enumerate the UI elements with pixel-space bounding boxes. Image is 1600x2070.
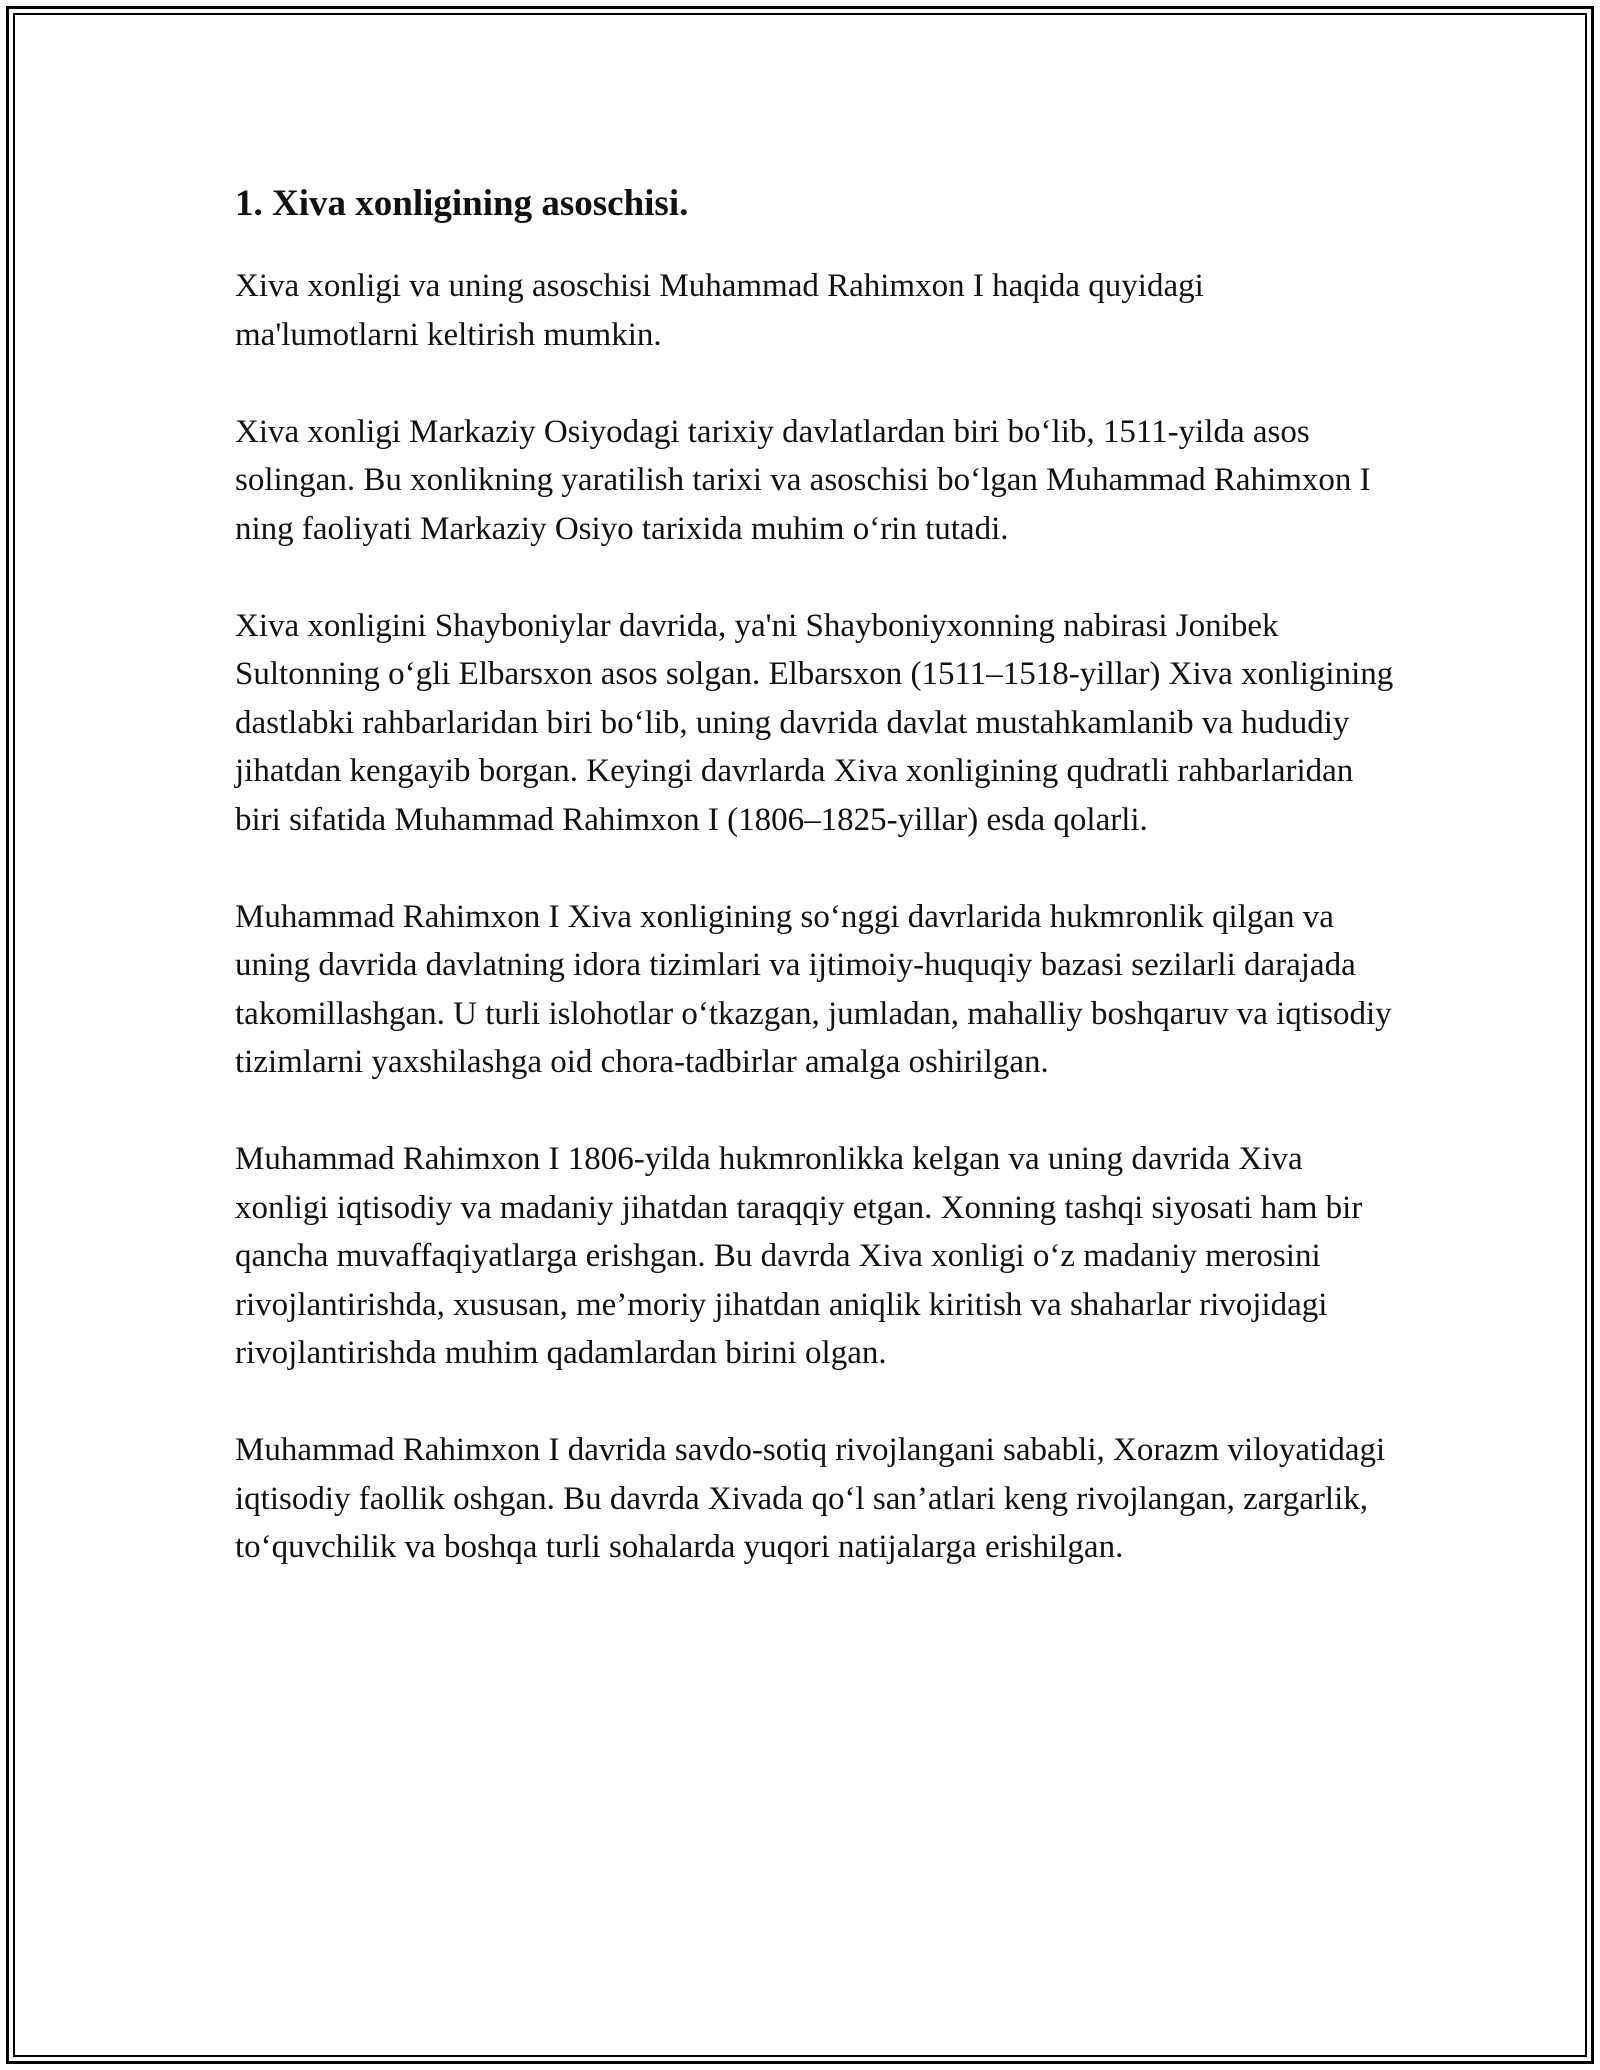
document-body bbox=[235, 180, 1395, 1620]
paragraph-trade: Muhammad Rahimxon I davrida savdo-sotiq rivojlangani sababli, Xorazm viloyatidagi iqtisodiy faollik oshgan. Bu davrda Xivada qo‘l san’atlari keng rivojlangan, zargarlik, to‘quvchilik va boshqa turli sohalarda yuqori natijalarga erishilgan. bbox=[235, 1432, 1386, 1566]
document-heading: 1. Xiva xonligining asoschisi. bbox=[235, 183, 689, 224]
paragraph-founding: Xiva xonligi Markaziy Osiyodagi tarixiy davlatlardan biri bo‘lib, 1511-yilda asos solingan. Bu xonlikning yaratilish tarixi va asoschisi bo‘lgan Muhammad Rahimxon I ning faoliyati Markaziy Osiyo tarixida muhim o‘rin tutadi. bbox=[235, 413, 1371, 547]
paragraph-intro: Xiva xonligi va uning asoschisi Muhammad Rahimxon I haqida quyidagi ma'lumotlarni keltirish mumkin. bbox=[235, 268, 1204, 353]
paragraph-shayboniylar: Xiva xonligini Shayboniylar davrida, ya'ni Shayboniyxonning nabirasi Jonibek Sultonning o‘gli Elbarsxon asos solgan. Elbarsxon (1511–1518-yillar) Xiva xonligining dastlabki rahbarlaridan biri bo‘lib, uning davrida davlat mustahkamlanib va hududiy jihatdan kengayib borgan. Keyingi davrlarda Xiva xonligining qudratli rahbarlaridan biri sifatida Muhammad Rahimxon I (1806–1825-yillar) esda qolarli. bbox=[235, 607, 1394, 838]
paragraph-reforms: Muhammad Rahimxon I Xiva xonligining so‘nggi davrlarida hukmronlik qilgan va uning davrida davlatning idora tizimlari va ijtimoiy-huquqiy bazasi sezilarli darajada takomillashgan. U turli islohotlar o‘tkazgan, jumladan, mahalliy boshqaruv va iqtisodiy tizimlarni yaxshilashga oid chora-tadbirlar amalga oshirilgan. bbox=[235, 898, 1392, 1081]
paragraph-reign: Muhammad Rahimxon I 1806-yilda hukmronlikka kelgan va uning davrida Xiva xonligi iqtisodiy va madaniy jihatdan taraqqiy etgan. Xonning tashqi siyosati ham bir qancha muvaffaqiyatlarga erishgan. Bu davrda Xiva xonligi o‘z madaniy merosini rivojlantirishda, xususan, me’moriy jihatdan aniqlik kiritish va shaharlar rivojidagi rivojlantirishda muhim qadamlardan birini olgan. bbox=[235, 1141, 1363, 1372]
